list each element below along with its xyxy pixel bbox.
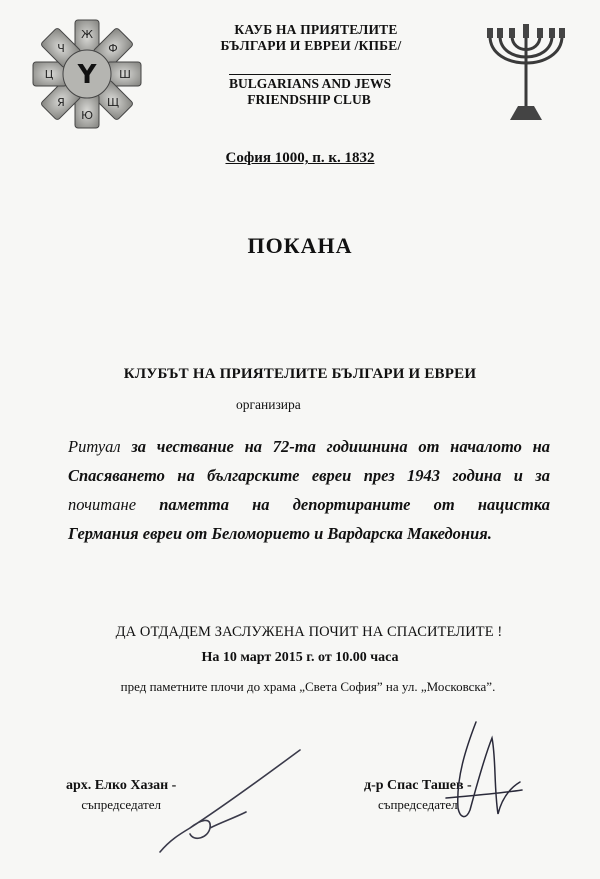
svg-text:Ч: Ч [57,42,65,55]
handwritten-signature-1 [150,742,310,862]
svg-text:Ж: Ж [81,28,93,41]
invitation-body [68,432,550,548]
svg-text:Я: Я [57,96,65,109]
document-title: ПОКАНА [247,233,353,258]
body-line2: Спасяването на българските евреи през 1943 година и за [68,466,550,485]
svg-text:Ф: Ф [108,42,118,55]
svg-text:Ш: Ш [119,68,131,81]
address: София 1000, п. к. 1832 [225,150,375,166]
org-name-bg [170,22,440,54]
menorah-icon [476,14,576,126]
body-line1: за чествание на 72-та годишнина от началото на [131,437,550,456]
signer-role-2: съпредседател [377,797,458,812]
event-place: пред паметните плочи до храма „Света София” на ул. „Московска”. [120,679,496,694]
body-line4: Германия евреи от Беломорието и Вардарска Македония. [68,524,492,543]
body-line3: паметта на депортираните от нацистка [159,495,550,514]
body-word-ritual: Ритуал [68,437,121,456]
organizer-club: КЛУБЪТ НА ПРИЯТЕЛИТЕ БЪЛГАРИ И ЕВРЕИ [123,366,477,382]
svg-text:Ю: Ю [81,109,93,122]
club-logo [28,18,146,130]
event-date: На 10 март 2015 г. от 10.00 часа [201,650,399,665]
svg-text:Ц: Ц [44,68,54,81]
org-name-en [170,74,440,108]
handwritten-signature-2 [436,718,526,830]
svg-text:Y: Y [77,60,97,90]
organizer-verb: организира [236,397,301,412]
org-name-bg-line1: КАУБ НА ПРИЯТЕЛИТЕ [234,22,398,37]
signer-role-1: съпредседател [81,797,161,812]
org-name-en-line1: BULGARIANS AND JEWS [228,76,392,91]
signer-name-2: д-р Спас Ташев - [364,778,472,793]
body-word-honor: почитане [68,495,137,514]
signer-name-1: арх. Елко Хазан - [66,778,177,793]
svg-text:Щ: Щ [106,96,120,109]
org-name-en-line2: FRIENDSHIP CLUB [247,92,371,107]
org-name-bg-line2: БЪЛГАРИ И ЕВРЕИ /КПБЕ/ [220,38,402,53]
call-to-honor: ДА ОТДАДЕМ ЗАСЛУЖЕНА ПОЧИТ НА СПАСИТЕЛИТЕ ! [115,624,503,640]
